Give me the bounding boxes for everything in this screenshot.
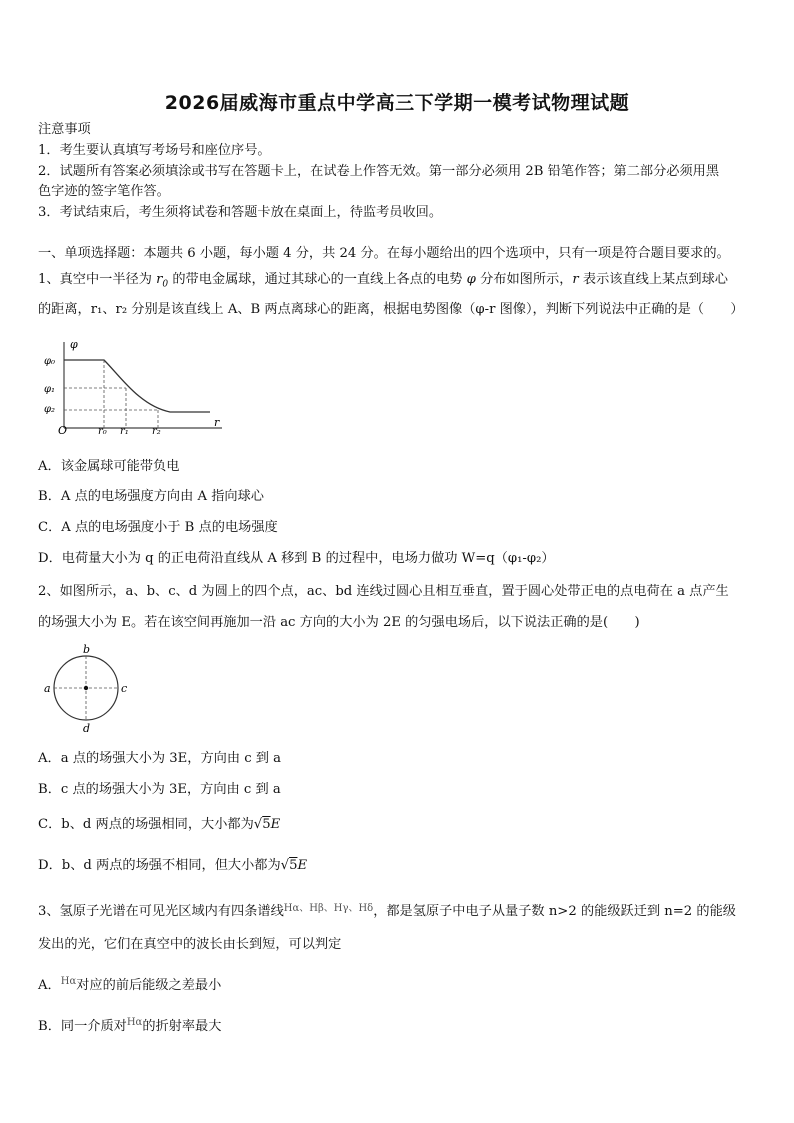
graph-label-phi0: φ₀	[44, 356, 56, 367]
q2-option-d[interactable]	[38, 857, 307, 875]
graph-label-r0: r₀	[98, 426, 107, 436]
q3-option-b[interactable]	[38, 1018, 221, 1037]
graph-label-phi1: φ₁	[44, 384, 56, 395]
q1-r0: $r_0$	[156, 272, 169, 290]
center-charge	[84, 686, 88, 690]
notice-heading: 注意事项	[38, 122, 91, 137]
q2-stem-line1: 2、如图所示，a、b、c、d 为圆上的四个点，ac、bd 连线过圆心且相互垂直，置于圆心处带正电的点电荷在 a 点产生	[38, 584, 729, 599]
notice-item-3: 3．考试结束后，考生须将试卷和答题卡放在桌面上，待监考员收回。	[38, 205, 443, 220]
notice-item-2: 2．试题所有答案必须填涂或书写在答题卡上，在试卷上作答无效。第一部分必须用 2B 铅笔作答；第二部分必须用黑	[38, 164, 720, 179]
q3-option-b-symbol: Hα	[126, 1017, 143, 1028]
graph-label-origin: O	[58, 424, 68, 436]
q1-r: r	[572, 272, 579, 287]
q1-text-a: 1、真空中一半径为	[38, 272, 157, 287]
q3-text-a: 3、氢原子光谱在可见光区域内有四条谱线	[38, 904, 284, 919]
q3-option-a-symbol: Hα	[60, 976, 77, 987]
q1-stem-line2: 的距离，r₁、r₂ 分别是该直线上 A、B 两点离球心的距离，根据电势图像（φ-r 图像），判断下列说法中正确的是（ ）	[38, 302, 744, 317]
q1-option-b[interactable]: B．A 点的电场强度方向由 A 指向球心	[38, 489, 264, 504]
q3-option-a[interactable]	[38, 977, 221, 996]
graph-label-r1: r₁	[120, 426, 129, 436]
q3-text-b: ，都是氢原子中电子从量子数 n>2 的能级跃迁到 n=2 的能级	[373, 904, 736, 919]
q1-option-c[interactable]: C．A 点的电场强度小于 B 点的电场强度	[38, 520, 278, 535]
q2-option-b[interactable]: B．c 点的场强大小为 3E，方向由 c 到 a	[38, 782, 281, 797]
q1-text-c: 分布如图所示，	[475, 272, 573, 287]
q1-option-a[interactable]: A．该金属球可能带负电	[38, 459, 180, 474]
q2-option-d-e: E	[297, 858, 308, 873]
graph-curve	[64, 360, 210, 412]
page-title: 2026届威海市重点中学高三下学期一模考试物理试题	[164, 92, 630, 114]
section-heading: 一、单项选择题：本题共 6 小题，每小题 4 分，共 24 分。在每小题给出的四个选项中，只有一项是符合题目要求的。	[38, 246, 730, 261]
q2-option-c-text: C．b、d 两点的场强相同，大小都为	[38, 817, 254, 832]
q2-option-c[interactable]	[38, 816, 280, 834]
q2-option-a[interactable]: A．a 点的场强大小为 3E，方向由 c 到 a	[38, 751, 282, 766]
q2-stem-line2: 的场强大小为 E。若在该空间再施加一沿 ac 方向的大小为 2E 的匀强电场后，以下说法正确的是( )	[38, 615, 640, 630]
graph-label-phi2: φ₂	[44, 404, 56, 415]
q3-stem-line1	[38, 903, 736, 922]
sqrt-symbol: √5	[253, 817, 271, 832]
graph-label-r: r	[214, 416, 220, 429]
q2-option-d-text: D．b、d 两点的场强不相同，但大小都为	[38, 858, 281, 873]
q3-spectral-lines: Hα、Hβ、Hγ、Hδ	[283, 903, 374, 914]
q1-option-d[interactable]: D．电荷量大小为 q 的正电荷沿直线从 A 移到 B 的过程中，电场力做功 W=q（φ₁-φ₂）	[38, 551, 555, 566]
phi-r-graph	[40, 336, 230, 436]
q3-option-a-label: A．	[38, 978, 61, 993]
q3-option-b-label: B．同一介质对	[38, 1019, 127, 1034]
q1-text-b: 的带电金属球，通过其球心的一直线上各点的电势	[168, 272, 467, 287]
notice-item-2-cont: 色字迹的签字笔作答。	[38, 184, 170, 199]
q1-phi: φ	[466, 272, 476, 287]
q3-option-a-text: 对应的前后能级之差最小	[76, 978, 222, 993]
circle-label-c: c	[121, 682, 128, 695]
circle-label-d: d	[83, 722, 91, 734]
graph-label-phi: φ	[70, 338, 78, 351]
q3-stem-line2: 发出的光，它们在真空中的波长由长到短，可以判定	[38, 937, 342, 952]
notice-item-1: 1．考生要认真填写考场号和座位序号。	[38, 143, 271, 158]
circle-label-b: b	[83, 643, 91, 656]
q2-option-c-e: E	[270, 817, 281, 832]
circle-label-a: a	[44, 682, 51, 695]
q1-stem-line1	[38, 271, 728, 294]
q1-text-d: 表示该直线上某点到球心	[578, 272, 728, 287]
q3-option-b-text: 的折射率最大	[142, 1019, 222, 1034]
graph-label-r2: r₂	[152, 426, 161, 436]
circle-diagram	[40, 642, 132, 734]
sqrt-symbol: √5	[280, 858, 298, 873]
